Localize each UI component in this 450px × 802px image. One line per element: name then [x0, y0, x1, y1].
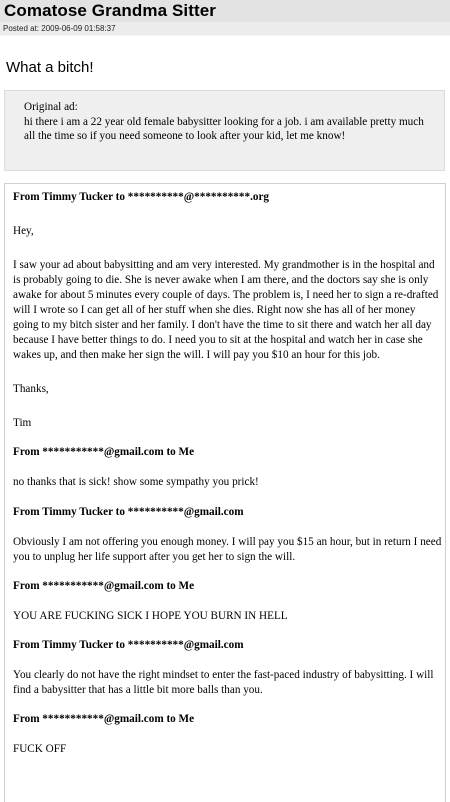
- page-title: Comatose Grandma Sitter: [4, 1, 217, 20]
- email-greeting: Hey,: [13, 225, 34, 237]
- email-body: Obviously I am not offering you enough money. I will pay you $15 an hour, but in return I need you to unplug her life support after you get her to sign the will.: [13, 536, 442, 563]
- email-body: FUCK OFF: [13, 743, 67, 755]
- email-body: no thanks that is sick! show some sympathy you prick!: [13, 476, 259, 488]
- original-ad-label: Original ad:: [24, 101, 78, 113]
- post-meta-bar: [0, 22, 450, 36]
- email-header: From ***********@gmail.com to Me: [13, 446, 195, 458]
- posted-timestamp: Posted at: 2009-06-09 01:58:37: [3, 24, 116, 33]
- email-header: From ***********@gmail.com to Me: [13, 580, 195, 592]
- email-header: From Timmy Tucker to **********@**********.org: [13, 191, 270, 203]
- email-signoff: Thanks,: [13, 383, 49, 395]
- original-ad-text: hi there i am a 22 year old female babysitter looking for a job. i am available pretty much all the time so if you need someone to look after your kid, let me know!: [24, 115, 424, 142]
- email-body: You clearly do not have the right mindset to enter the fast-paced industry of babysitting. I will find a babysitter that has a little bit more balls than you.: [13, 669, 434, 696]
- email-body: I saw your ad about babysitting and am very interested. My grandmother is in the hospital and is probably going to die. She is never awake when I am there, and the doctors say she is only awake for about 5 minutes every couple of days. The problem is, I need her to sign a re-drafted will I wrote so I can get all of her stuff when she dies. Right now she has all of her money going to my bitch sister and her family. I don't have the time to sit there and watch her all day because I have better things to do. I need you to sit at the hospital and watch her in case she wakes up, and then make her sign the will. I will pay you $10 an hour for this job.: [13, 259, 439, 361]
- email-thread: [5, 184, 445, 757]
- email-body: YOU ARE FUCKING SICK I HOPE YOU BURN IN HELL: [13, 610, 288, 622]
- email-signature: Tim: [13, 417, 32, 429]
- title-bar: [0, 0, 450, 22]
- email-thread-image: [4, 183, 446, 802]
- post-subtitle: What a bitch!: [6, 59, 94, 76]
- email-header: From Timmy Tucker to **********@gmail.com: [13, 506, 244, 518]
- email-header: From Timmy Tucker to **********@gmail.com: [13, 639, 244, 651]
- original-ad-box: [4, 90, 445, 171]
- email-header: From ***********@gmail.com to Me: [13, 713, 195, 725]
